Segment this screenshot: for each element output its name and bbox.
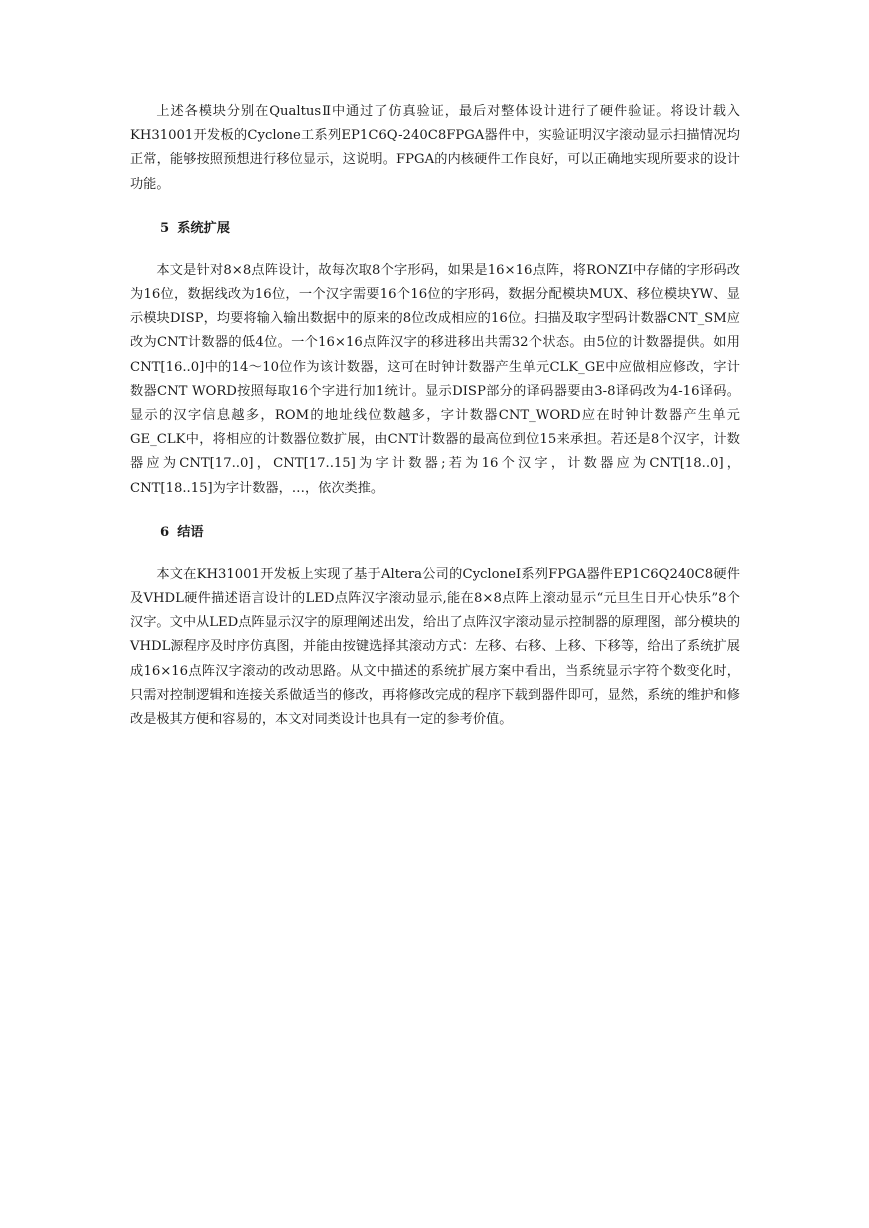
expansion-paragraph: 本文是针对8×8点阵设计，故每次取8个字形码，如果是16×16点阵，将RONZI中存储的字形码改为16位，数据线改为16位，一个汉字需要16个16位的字形码，数据分配模块MUX、移位模块YW、显示模块DISP，均要将输入输出数据中的原来的8位改成相应的16位。扫描及取字型码计数器CNT_SM应改为CNT计数器的低4位。一个16×16点阵汉字的移进移出共需32个状态。由5位的计数器提供。如用CNT[16..0]中的14～10位作为该计数器，这可在时钟计数器产生单元CLK_GE中应做相应修改，字计数器CNT WORD按照每取16个字进行加1统计。显示DISP部分的译码器要由3-8译码改为4-16译码。显示的汉字信息越多，ROM的地址线位数越多，字计数器CNT_WORD应在时钟计数器产生单元GE_CLK中，将相应的计数器位数扩展，由CNT计数器的最高位到位15来承担。若还是8个汉字，计数器应为CNT[17..0]，CNT[17..15]为字计数器;若为16个汉字，计数器应为CNT[18..0]，CNT[18..15]为字计数器，…，依次类推。 bbox=[130, 262, 740, 496]
section-title: 结语 bbox=[177, 524, 204, 540]
section-title: 系统扩展 bbox=[177, 220, 230, 236]
section-heading-conclusion bbox=[130, 521, 740, 545]
section-heading-expansion bbox=[130, 217, 740, 241]
intro-paragraph: 上述各模块分别在QualtusⅡ中通过了仿真验证，最后对整体设计进行了硬件验证。将设计载入KH31001开发板的Cyclone工系列EP1C6Q-240C8FPGA器件中，实验证明汉字滚动显示扫描情况均正常，能够按照预想进行移位显示，这说明。FPGA的内核硬件工作良好，可以正确地实现所要求的设计功能。 bbox=[130, 104, 740, 192]
section-number: 6 bbox=[160, 524, 170, 540]
conclusion-paragraph: 本文在KH31001开发板上实现了基于Altera公司的CycloneI系列FPGA器件EP1C6Q240C8硬件及VHDL硬件描述语言设计的LED点阵汉字滚动显示,能在8×8点阵上滚动显示“元旦生日开心快乐”8个汉字。文中从LED点阵显示汉字的原理阐述出发，给出了点阵汉字滚动显示控制器的原理图，部分模块的VHDL源程序及时序仿真图，并能由按键选择其滚动方式：左移、右移、上移、下移等，给出了系统扩展成16×16点阵汉字滚动的改动思路。从文中描述的系统扩展方案中看出，当系统显示字符个数变化时，只需对控制逻辑和连接关系做适当的修改，再将修改完成的程序下载到器件即可，显然，系统的维护和修改是极其方便和容易的，本文对同类设计也具有一定的参考价值。 bbox=[130, 566, 740, 728]
document-body bbox=[130, 100, 740, 732]
section-number: 5 bbox=[160, 220, 170, 236]
